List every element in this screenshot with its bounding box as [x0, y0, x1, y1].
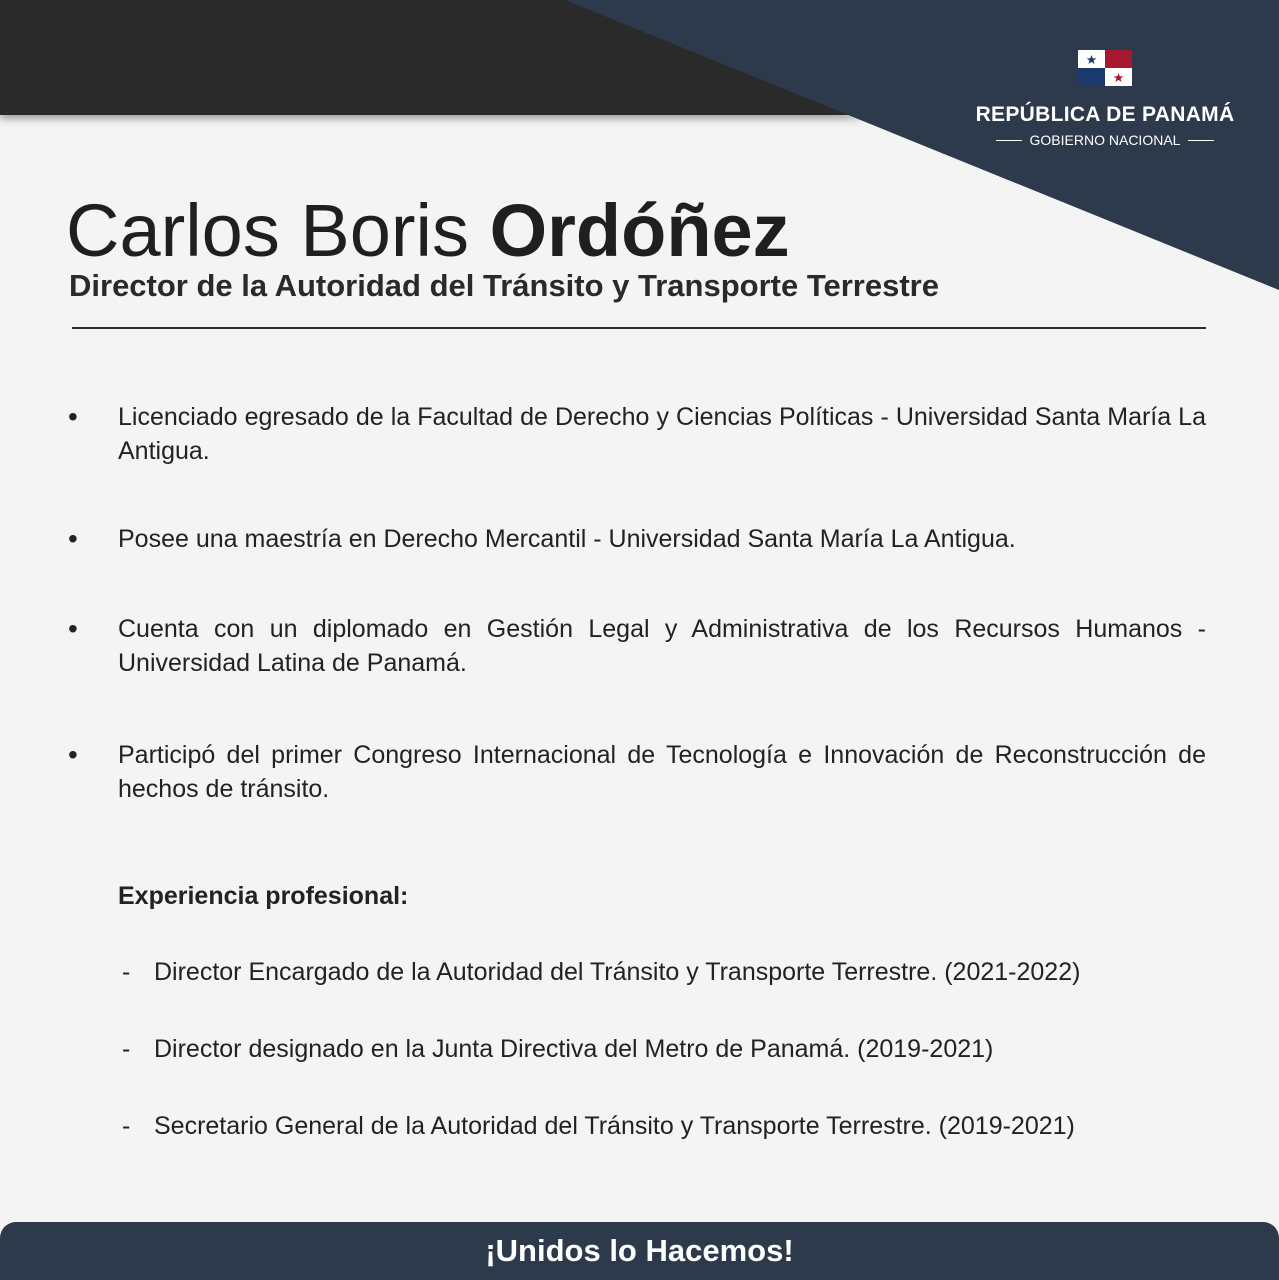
- last-name: Ordóñez: [489, 189, 790, 272]
- experience-item: [122, 1031, 1222, 1067]
- footer-slogan: ¡Unidos lo Hacemos!: [485, 1233, 794, 1268]
- experience-item: [122, 954, 1222, 990]
- bullet-icon: •: [68, 523, 78, 554]
- bullet-icon: •: [68, 613, 78, 644]
- bullet-icon: •: [68, 401, 78, 432]
- brand-title: REPÚBLICA DE PANAMÁ: [975, 103, 1235, 126]
- government-brand: [960, 50, 1250, 148]
- person-role: Director de la Autoridad del Tránsito y Transporte Terrestre: [69, 268, 939, 303]
- credentials-list: [68, 400, 1206, 806]
- brand-subtitle-text: GOBIERNO NACIONAL: [1029, 132, 1181, 148]
- experience-item-text: Director Encargado de la Autoridad del Tránsito y Transporte Terrestre. (2021-2022): [154, 958, 1081, 986]
- title-divider: [72, 327, 1206, 329]
- first-names: Carlos Boris: [66, 189, 469, 272]
- dash-icon: -: [122, 958, 131, 986]
- experience-item-text: Director designado en la Junta Directiva del Metro de Panamá. (2019-2021): [154, 1035, 994, 1063]
- panama-flag-icon: [1078, 50, 1132, 86]
- list-item: [68, 612, 1206, 680]
- experience-heading: Experiencia profesional:: [118, 882, 409, 910]
- person-name: [66, 188, 790, 274]
- dash-icon: -: [122, 1035, 131, 1063]
- experience-item: [122, 1108, 1222, 1144]
- list-item-text: Licenciado egresado de la Facultad de Derecho y Ciencias Políticas - Universidad Santa María La Antigua.: [118, 403, 1206, 465]
- bullet-icon: •: [68, 739, 78, 770]
- experience-item-text: Secretario General de la Autoridad del Tránsito y Transporte Terrestre. (2019-2021): [154, 1112, 1075, 1140]
- list-item: [68, 522, 1206, 556]
- brand-line-right: [1188, 140, 1214, 141]
- list-item-text: Participó del primer Congreso Internacional de Tecnología e Innovación de Reconstrucción de hechos de tránsito.: [118, 741, 1206, 803]
- list-item-text: Cuenta con un diplomado en Gestión Legal y Administrativa de los Recursos Humanos - Universidad Latina de Panamá.: [118, 615, 1206, 677]
- list-item: [68, 738, 1206, 806]
- footer-banner: [0, 1222, 1279, 1280]
- brand-line-left: [996, 140, 1022, 141]
- list-item-text: Posee una maestría en Derecho Mercantil - Universidad Santa María La Antigua.: [118, 525, 1016, 553]
- list-item: [68, 400, 1206, 468]
- dash-icon: -: [122, 1112, 131, 1140]
- brand-subtitle: [960, 132, 1250, 148]
- experience-list: [122, 954, 1222, 1185]
